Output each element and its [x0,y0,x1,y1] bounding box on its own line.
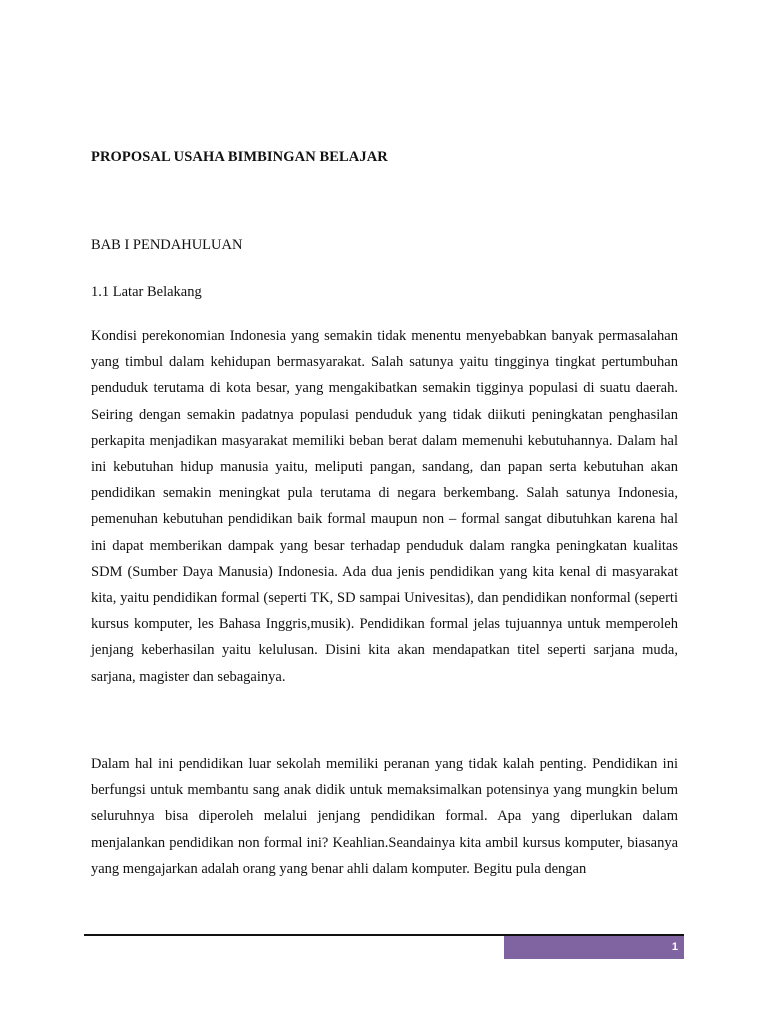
paragraph-1: Kondisi perekonomian Indonesia yang semakin tidak menentu menyebabkan banyak permasalahan yang timbul dalam kehidupan bermasyarakat. Salah satunya yaitu tingginya tingkat pertumbuhan penduduk terutama di kota besar, yang mengakibatkan semakin tigginya populasi di suatu daerah. Seiring dengan semakin padatnya populasi penduduk yang tidak diikuti peningkatan penghasilan perkapita menjadikan masyarakat memiliki beban berat dalam memenuhi kebutuhannya. Dalam hal ini kebutuhan hidup manusia yaitu, meliputi pangan, sandang, dan papan serta kebutuhan akan pendidikan semakin meningkat pula terutama di negara berkembang. Salah satunya Indonesia, pemenuhan kebutuhan pendidikan baik formal maupun non – formal sangat dibutuhkan karena hal ini dapat memberikan dampak yang besar terhadap penduduk dalam rangka peningkatan kualitas SDM (Sumber Daya Manusia) Indonesia. Ada dua jenis pendidikan yang kita kenal di masyarakat kita, yaitu pendidikan formal (seperti TK, SD sampai Univesitas), dan pendidikan nonformal (seperti kursus komputer, les Bahasa Inggris,musik). Pendidikan formal jelas tujuannya untuk memperoleh jenjang keberhasilan yaitu kelulusan. Disini kita akan mendapatkan titel seperti sarjana muda, sarjana, magister dan sebagainya. [91,328,678,685]
chapter-heading: BAB I PENDAHULUAN [91,237,243,253]
page-number: 1 [504,936,684,959]
section-heading: 1.1 Latar Belakang [91,284,202,300]
document-title: PROPOSAL USAHA BIMBINGAN BELAJAR [91,149,388,165]
paragraph-2: Dalam hal ini pendidikan luar sekolah memiliki peranan yang tidak kalah penting. Pendidikan ini berfungsi untuk membantu sang anak didik untuk memaksimalkan potensinya yang mungkin belum seluruhnya bisa diperoleh melalui jenjang pendidikan formal. Apa yang diperlukan dalam menjalankan pendidikan non formal ini? Keahlian.Seandainya kita ambil kursus komputer, biasanya yang mengajarkan adalah orang yang benar ahli dalam komputer. Begitu pula dengan [91,756,678,877]
